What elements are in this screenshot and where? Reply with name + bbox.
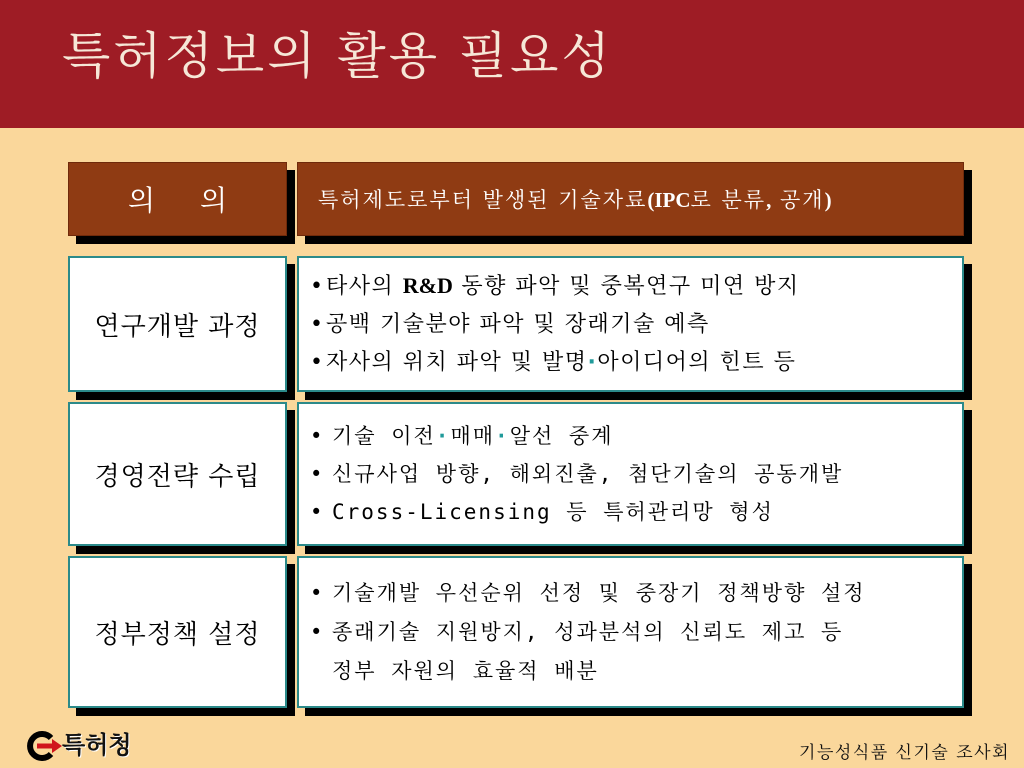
bullet-item	[310, 455, 962, 493]
row-label: 경영전략 수립	[94, 461, 261, 492]
bullet-text: 타사의	[326, 273, 403, 299]
middle-dot: ·	[435, 424, 451, 448]
row-label-box-strategy	[68, 402, 287, 546]
middle-dot: ·	[587, 349, 598, 375]
description-emphasis: ,	[766, 188, 772, 212]
bullet-item	[310, 344, 962, 382]
description-text: 로 분류	[690, 188, 767, 212]
bullet-continuation: 정부 자원의 효율적 배분	[332, 658, 599, 683]
definition-label: 의 의	[128, 184, 227, 217]
bullet-text: Cross-Licensing 등 특허관리망 형성	[332, 500, 774, 524]
row-label-box-policy	[68, 556, 287, 708]
bullet-text: 자사의 위치 파악 및 발명	[326, 349, 588, 375]
bullet-text: 알선 중계	[509, 424, 614, 448]
row-content-box-research	[297, 256, 964, 392]
bullet-text: 종래기술 지원방지, 성과분석의 신뢰도 제고 등	[332, 619, 844, 644]
presenter-name: 기능성식품 신기술 조사회	[799, 743, 1010, 763]
bullet-item	[310, 493, 962, 531]
bullet-text: 신규사업 방향, 해외진출, 첨단기술의 공동개발	[332, 462, 844, 486]
definition-description	[298, 184, 832, 214]
bullet-item	[310, 306, 962, 344]
row-content-box-strategy	[297, 402, 964, 546]
description-emphasis: (IPC	[647, 188, 691, 212]
definition-description-box	[297, 162, 964, 236]
bullet-emphasis: R&D	[402, 272, 453, 298]
bullet-item	[310, 417, 962, 455]
bullet-text: 기술개발 우선순위 선정 및 중장기 정책방향 설정	[332, 580, 866, 605]
bullet-text: 매매	[450, 424, 496, 448]
bullet-text: 동향 파악 및 중복연구 미연 방지	[452, 273, 800, 299]
organization-name: 특허청	[62, 731, 132, 759]
bullet-text: 아이디어의 힌트 등	[597, 349, 797, 375]
row-content-box-policy	[297, 556, 964, 708]
description-text: 특허제도로부터 발생된 기술자료	[318, 188, 648, 212]
kipo-logo-icon	[24, 731, 64, 761]
row-label-box-research	[68, 256, 287, 392]
bullet-item	[310, 267, 962, 306]
bullet-item	[310, 613, 962, 652]
bullet-text: 공백 기술분야 파악 및 장래기술 예측	[326, 311, 710, 337]
middle-dot: ·	[495, 424, 510, 448]
row-label: 연구개발 과정	[94, 311, 261, 342]
bullet-item	[310, 574, 962, 613]
row-label: 정부정책 설정	[94, 619, 261, 650]
definition-label-box	[68, 162, 287, 236]
description-text: 공개	[771, 188, 825, 212]
description-emphasis: )	[824, 188, 832, 212]
bullet-text: 기술 이전	[332, 424, 436, 448]
slide-title: 특허정보의 활용 필요성	[62, 27, 613, 85]
title-bar	[0, 0, 1024, 128]
